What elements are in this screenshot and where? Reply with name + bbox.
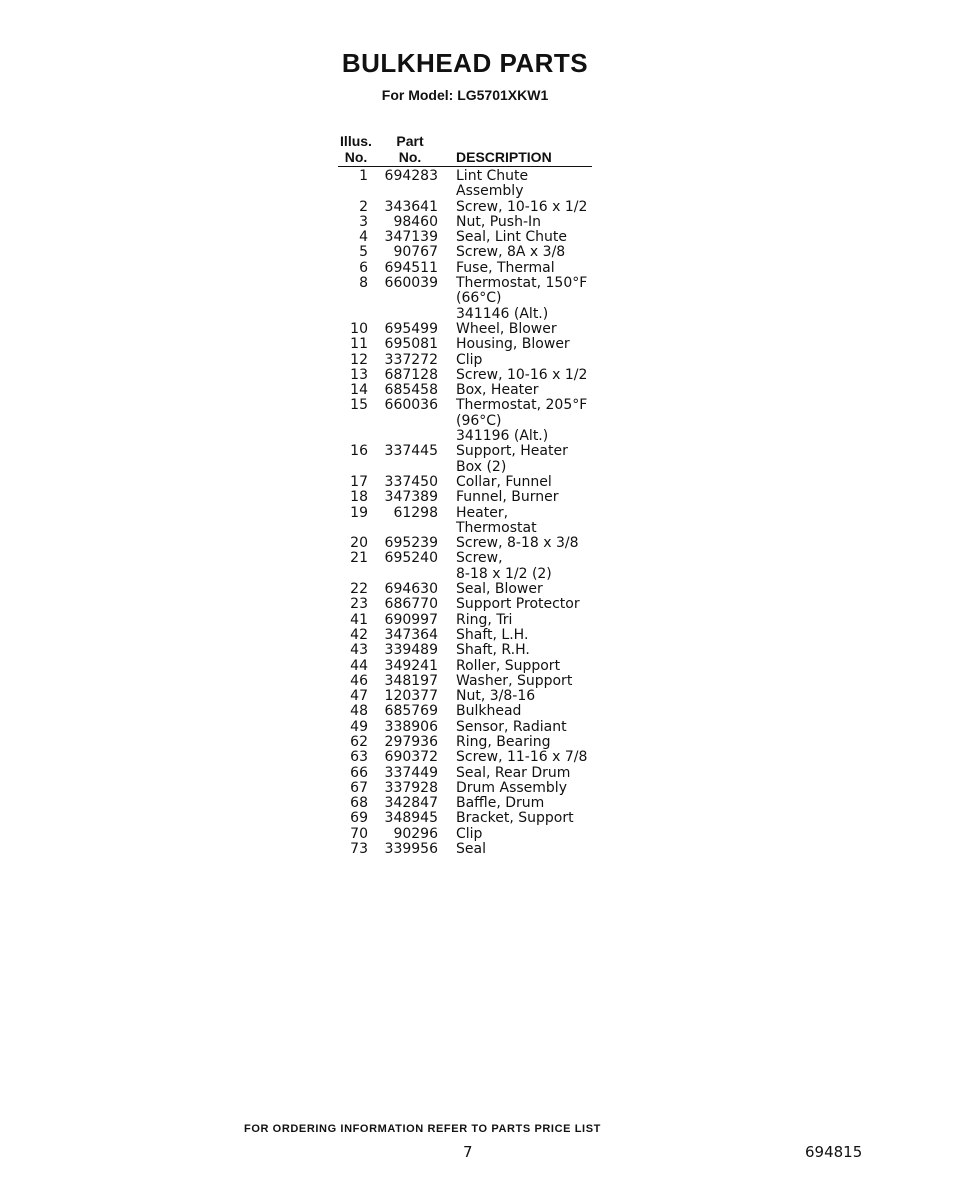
part-number: 297936	[384, 733, 438, 750]
description-line: Screw, 10-16 x 1/2	[456, 366, 588, 383]
description-line: Ring, Bearing	[456, 733, 551, 750]
part-description	[456, 398, 616, 444]
illus-number: 69	[350, 810, 368, 827]
part-description	[456, 245, 616, 260]
part-description	[456, 842, 616, 857]
parts-row	[0, 322, 954, 337]
part-number: 337450	[384, 473, 438, 490]
part-description	[456, 613, 616, 628]
part-number: 337449	[384, 764, 438, 781]
column-header-illus-no: Illus. No.	[340, 133, 372, 165]
description-line: Wheel, Blower	[456, 320, 557, 337]
description-line: Housing, Blower	[456, 336, 570, 353]
part-number: 343641	[384, 198, 438, 215]
part-number: 337272	[384, 351, 438, 368]
illus-number: 4	[359, 229, 368, 246]
part-number: 348197	[384, 672, 438, 689]
part-description	[456, 536, 616, 551]
part-number: 685769	[384, 703, 438, 720]
part-description	[456, 215, 616, 230]
description-line: Drum Assembly	[456, 779, 567, 796]
illus-number: 49	[350, 718, 368, 735]
illus-number: 16	[350, 443, 368, 460]
description-line: Shaft, R.H.	[456, 642, 530, 659]
part-description	[456, 704, 616, 719]
part-number: 98460	[393, 213, 438, 230]
part-description	[456, 781, 616, 796]
part-description	[456, 674, 616, 689]
description-line: 341146 (Alt.)	[456, 305, 549, 322]
illus-number: 12	[350, 351, 368, 368]
parts-row	[0, 368, 954, 383]
part-number: 349241	[384, 657, 438, 674]
ordering-note: FOR ORDERING INFORMATION REFER TO PARTS PRICE LIST	[244, 1123, 601, 1135]
description-line: Support, Heater	[456, 443, 568, 460]
column-header-description: DESCRIPTION	[456, 149, 552, 165]
parts-row	[0, 551, 954, 582]
part-description	[456, 353, 616, 368]
description-line: Funnel, Burner	[456, 489, 559, 506]
part-description	[456, 230, 616, 245]
parts-row	[0, 398, 954, 444]
part-description	[456, 750, 616, 765]
parts-row	[0, 200, 954, 215]
parts-row	[0, 811, 954, 826]
part-number: 690997	[384, 611, 438, 628]
part-description	[456, 475, 616, 490]
part-number: 337928	[384, 779, 438, 796]
parts-row	[0, 276, 954, 322]
illus-number: 42	[350, 626, 368, 643]
parts-row	[0, 674, 954, 689]
description-line: Nut, 3/8-16	[456, 688, 536, 705]
illus-number: 67	[350, 779, 368, 796]
description-line: Roller, Support	[456, 657, 561, 674]
part-description	[456, 368, 616, 383]
part-number: 348945	[384, 810, 438, 827]
parts-row	[0, 261, 954, 276]
illus-number: 41	[350, 611, 368, 628]
illus-number: 1	[359, 168, 368, 184]
parts-row	[0, 536, 954, 551]
illus-number: 70	[350, 825, 368, 842]
part-description	[456, 689, 616, 704]
illus-number: 17	[350, 473, 368, 490]
parts-list	[0, 169, 954, 857]
parts-row	[0, 781, 954, 796]
part-description	[456, 169, 616, 200]
part-number: 347364	[384, 626, 438, 643]
illus-number: 21	[350, 550, 368, 567]
part-number: 339489	[384, 642, 438, 659]
part-number: 61298	[393, 504, 438, 521]
parts-row	[0, 383, 954, 398]
parts-row	[0, 842, 954, 857]
description-line: (96°C)	[456, 412, 502, 429]
parts-row	[0, 796, 954, 811]
illus-number: 5	[359, 244, 368, 261]
description-line: Screw, 8A x 3/8	[456, 244, 566, 261]
part-description	[456, 444, 616, 475]
parts-row	[0, 628, 954, 643]
description-line: Screw, 10-16 x 1/2	[456, 198, 588, 215]
illus-number: 20	[350, 535, 368, 552]
illus-number: 3	[359, 213, 368, 230]
part-description	[456, 261, 616, 276]
description-line: Baffle, Drum	[456, 795, 545, 812]
parts-row	[0, 827, 954, 842]
part-description	[456, 735, 616, 750]
illus-number: 48	[350, 703, 368, 720]
illus-number: 2	[359, 198, 368, 215]
part-description	[456, 276, 616, 322]
illus-number: 13	[350, 366, 368, 383]
parts-row	[0, 337, 954, 352]
header-divider	[338, 166, 592, 167]
description-line: Seal	[456, 841, 486, 858]
page-title: BULKHEAD PARTS	[341, 48, 589, 78]
illus-number: 73	[350, 841, 368, 858]
part-description	[456, 766, 616, 781]
description-line: Bracket, Support	[456, 810, 574, 827]
parts-row	[0, 597, 954, 612]
description-line: Screw,	[456, 550, 503, 567]
description-line: 341196 (Alt.)	[456, 428, 549, 445]
part-number: 90767	[393, 244, 438, 261]
description-line: Box (2)	[456, 458, 507, 475]
column-header-part-no: Part No.	[396, 133, 424, 165]
part-description	[456, 720, 616, 735]
part-number: 338906	[384, 718, 438, 735]
description-line: Thermostat, 150°F	[456, 275, 588, 292]
description-line: Sensor, Radiant	[456, 718, 567, 735]
description-line: Assembly	[456, 183, 524, 200]
part-number: 120377	[384, 688, 438, 705]
part-description	[456, 628, 616, 643]
parts-row	[0, 582, 954, 597]
part-number: 660039	[384, 275, 438, 292]
illus-number: 68	[350, 795, 368, 812]
parts-row	[0, 704, 954, 719]
part-number: 347139	[384, 229, 438, 246]
illus-number: 6	[359, 259, 368, 276]
illus-number: 22	[350, 581, 368, 598]
description-line: Fuse, Thermal	[456, 259, 555, 276]
description-line: Seal, Blower	[456, 581, 543, 598]
illus-number: 14	[350, 382, 368, 399]
part-number: 660036	[384, 397, 438, 414]
description-line: (66°C)	[456, 290, 502, 307]
description-line: Thermostat, 205°F	[456, 397, 588, 414]
parts-row	[0, 444, 954, 475]
description-line: Washer, Support	[456, 672, 573, 689]
parts-row	[0, 215, 954, 230]
illus-number: 46	[350, 672, 368, 689]
illus-number: 66	[350, 764, 368, 781]
part-number: 347389	[384, 489, 438, 506]
part-number: 339956	[384, 841, 438, 858]
part-number: 694630	[384, 581, 438, 598]
part-number: 695239	[384, 535, 438, 552]
part-description	[456, 506, 616, 537]
part-description	[456, 796, 616, 811]
description-line: Clip	[456, 351, 483, 368]
description-line: Seal, Rear Drum	[456, 764, 571, 781]
description-line: Seal, Lint Chute	[456, 229, 567, 246]
part-description	[456, 383, 616, 398]
parts-row	[0, 169, 954, 200]
description-line: Nut, Push-In	[456, 213, 542, 230]
description-line: 8-18 x 1/2 (2)	[456, 565, 552, 582]
description-line: Collar, Funnel	[456, 473, 552, 490]
parts-row	[0, 766, 954, 781]
description-line: Thermostat	[456, 519, 537, 536]
illus-number: 63	[350, 749, 368, 766]
part-description	[456, 582, 616, 597]
parts-row	[0, 613, 954, 628]
part-description	[456, 337, 616, 352]
parts-row	[0, 506, 954, 537]
illus-number: 43	[350, 642, 368, 659]
illus-number: 11	[350, 336, 368, 353]
description-line: Screw, 8-18 x 3/8	[456, 535, 579, 552]
part-description	[456, 659, 616, 674]
description-line: Support Protector	[456, 596, 580, 613]
parts-row	[0, 689, 954, 704]
description-line: Box, Heater	[456, 382, 539, 399]
part-number: 695081	[384, 336, 438, 353]
description-line: Lint Chute	[456, 168, 529, 184]
illus-number: 8	[359, 275, 368, 292]
part-number: 342847	[384, 795, 438, 812]
description-line: Screw, 11-16 x 7/8	[456, 749, 588, 766]
part-number: 694511	[384, 259, 438, 276]
description-line: Bulkhead	[456, 703, 522, 720]
part-number: 690372	[384, 749, 438, 766]
part-number: 337445	[384, 443, 438, 460]
description-line: Clip	[456, 825, 483, 842]
part-number: 686770	[384, 596, 438, 613]
parts-row	[0, 230, 954, 245]
parts-row	[0, 245, 954, 260]
parts-row	[0, 643, 954, 658]
illus-number: 47	[350, 688, 368, 705]
illus-number: 15	[350, 397, 368, 414]
document-number: 694815	[805, 1143, 863, 1161]
part-number: 687128	[384, 366, 438, 383]
part-number: 90296	[393, 825, 438, 842]
illus-number: 44	[350, 657, 368, 674]
part-description	[456, 643, 616, 658]
part-description	[456, 597, 616, 612]
part-number: 694283	[384, 168, 438, 184]
description-line: Heater,	[456, 504, 509, 521]
part-description	[456, 200, 616, 215]
model-subtitle: For Model: LG5701XKW1	[381, 87, 549, 103]
part-description	[456, 551, 616, 582]
illus-number: 18	[350, 489, 368, 506]
part-description	[456, 827, 616, 842]
description-line: Ring, Tri	[456, 611, 513, 628]
illus-number: 19	[350, 504, 368, 521]
illus-number: 23	[350, 596, 368, 613]
description-line: Shaft, L.H.	[456, 626, 529, 643]
part-number: 695499	[384, 320, 438, 337]
parts-row	[0, 490, 954, 505]
part-description	[456, 490, 616, 505]
parts-row	[0, 659, 954, 674]
parts-row	[0, 353, 954, 368]
illus-number: 62	[350, 733, 368, 750]
page-number: 7	[463, 1143, 473, 1161]
part-number: 685458	[384, 382, 438, 399]
parts-row	[0, 750, 954, 765]
parts-row	[0, 720, 954, 735]
part-description	[456, 322, 616, 337]
parts-row	[0, 735, 954, 750]
part-number: 695240	[384, 550, 438, 567]
part-description	[456, 811, 616, 826]
illus-number: 10	[350, 320, 368, 337]
parts-row	[0, 475, 954, 490]
